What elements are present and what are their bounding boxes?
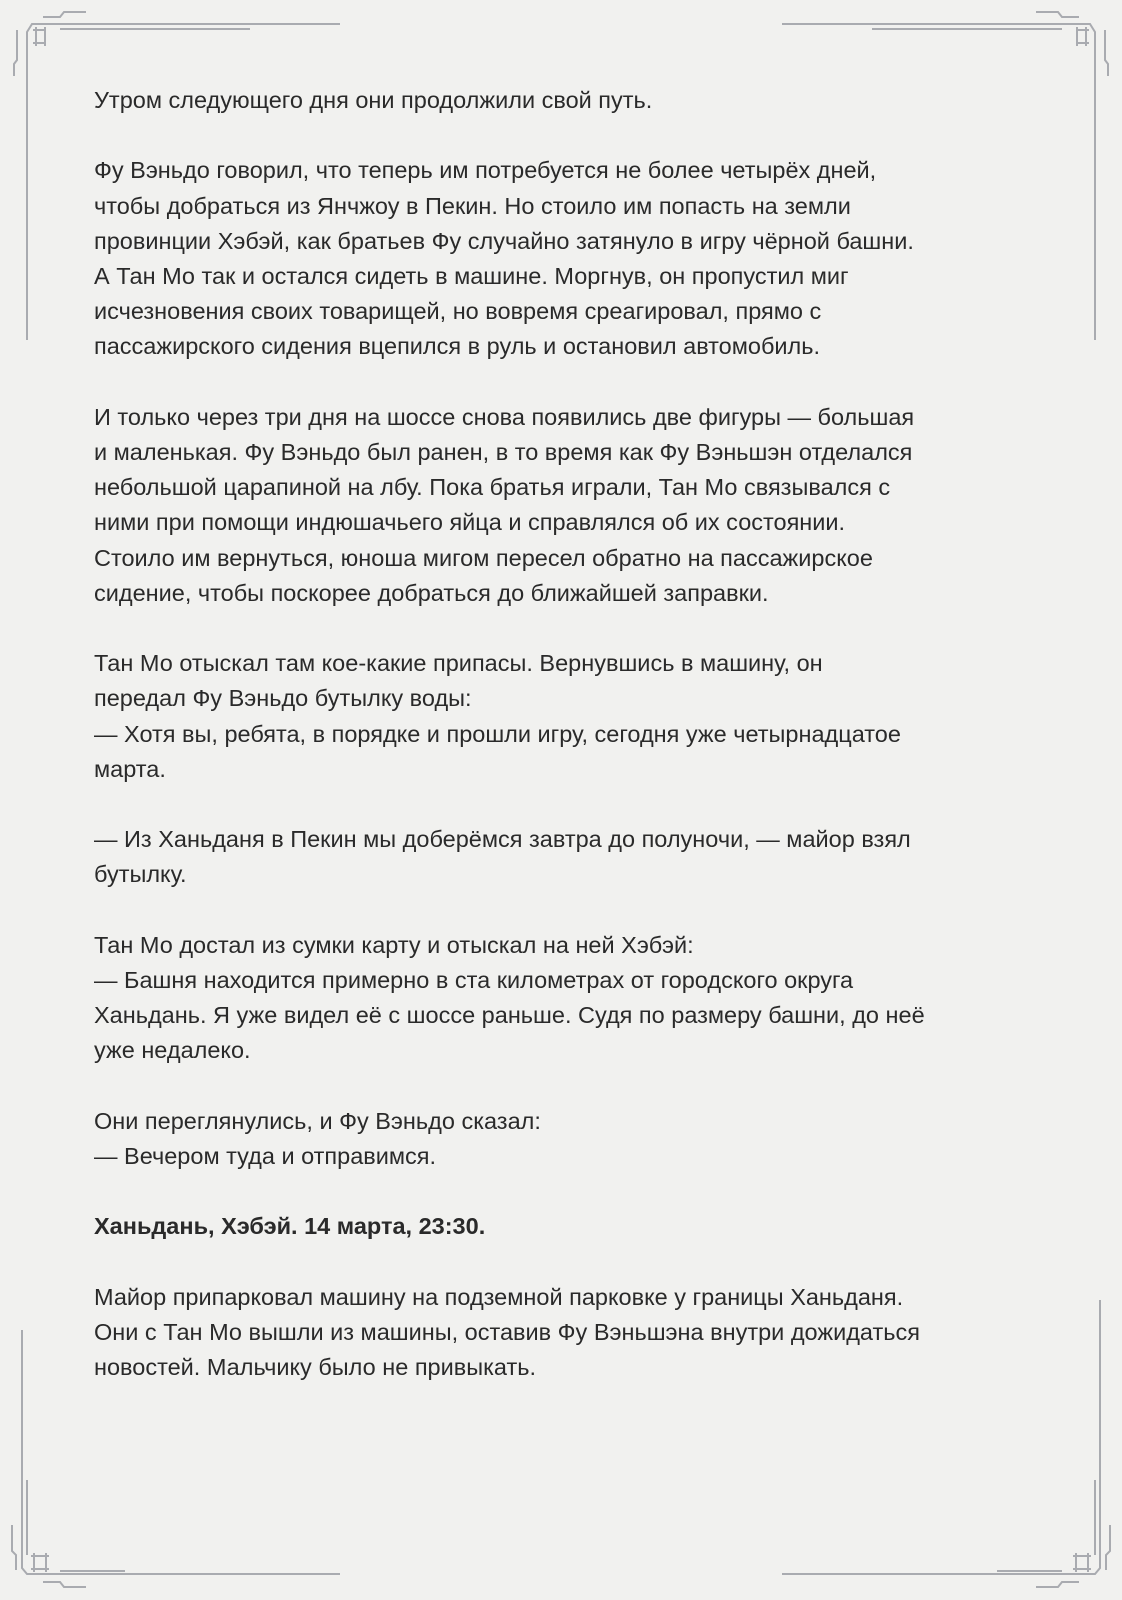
text-line: И только через три дня на шоссе снова появились две фигуры — большая bbox=[94, 403, 915, 430]
text-line: Ханьдань, Хэбэй. 14 марта, 23:30. bbox=[94, 1213, 486, 1240]
text-line: Тан Мо достал из сумки карту и отыскал на ней Хэбэй: bbox=[94, 931, 694, 958]
text-line: бутылку. bbox=[94, 861, 187, 888]
text-line: новостей. Мальчику было не привыкать. bbox=[94, 1354, 537, 1381]
document-body bbox=[94, 83, 1034, 1421]
paragraph bbox=[94, 400, 1034, 611]
text-line: Они с Тан Мо вышли из машины, оставив Фу Вэньшэна внутри дожидаться bbox=[94, 1318, 920, 1345]
text-line: — Вечером туда и отправимся. bbox=[94, 1143, 437, 1169]
text-line: чтобы добраться из Янчжоу в Пекин. Но стоило им попасть на земли bbox=[94, 192, 851, 219]
text-line: сидение, чтобы поскорее добраться до ближайшей заправки. bbox=[94, 579, 769, 606]
text-line: Фу Вэньдо говорил, что теперь им потребуется не более четырёх дней, bbox=[94, 157, 877, 184]
text-line: провинции Хэбэй, как братьев Фу случайно затянуло в игру чёрной башни. bbox=[94, 227, 914, 254]
paragraph bbox=[94, 83, 1034, 118]
text-line: — Из Ханьданя в Пекин мы доберёмся завтра до полуночи, — майор взял bbox=[94, 826, 911, 853]
paragraph bbox=[94, 646, 1034, 787]
text-line: Они переглянулись, и Фу Вэньдо сказал: bbox=[94, 1107, 541, 1134]
text-line: уже недалеко. bbox=[94, 1037, 251, 1064]
text-line: небольшой царапиной на лбу. Пока братья играли, Тан Мо связывался с bbox=[94, 474, 891, 501]
text-line: исчезновения своих товарищей, но вовремя среагировал, прямо с bbox=[94, 298, 822, 325]
paragraph bbox=[94, 822, 1034, 892]
text-line: Утром следующего дня они продолжили свой путь. bbox=[94, 87, 653, 113]
paragraph bbox=[94, 153, 1034, 364]
section-heading bbox=[94, 1209, 1034, 1244]
text-line: Ханьдань. Я уже видел её с шоссе раньше. Судя по размеру башни, до неё bbox=[94, 1002, 925, 1029]
text-line: — Хотя вы, ребята, в порядке и прошли игру, сегодня уже четырнадцатое bbox=[94, 720, 901, 747]
text-line: марта. bbox=[94, 755, 166, 782]
text-line: и маленькая. Фу Вэньдо был ранен, в то время как Фу Вэньшэн отделался bbox=[94, 439, 913, 465]
paragraph bbox=[94, 1104, 1034, 1174]
text-line: А Тан Мо так и остался сидеть в машине. Моргнув, он пропустил миг bbox=[94, 263, 849, 289]
text-line: ними при помощи индюшачьего яйца и справлялся об их состоянии. bbox=[94, 509, 846, 536]
paragraph bbox=[94, 928, 1034, 1069]
text-line: Стоило им вернуться, юноша мигом пересел обратно на пассажирское bbox=[94, 544, 873, 571]
paragraph bbox=[94, 1280, 1034, 1386]
text-line: Тан Мо отыскал там кое-какие припасы. Вернувшись в машину, он bbox=[94, 650, 823, 677]
text-line: Майор припарковал машину на подземной парковке у границы Ханьданя. bbox=[94, 1283, 904, 1310]
text-line: — Башня находится примерно в ста километрах от городского округа bbox=[94, 967, 854, 993]
text-line: передал Фу Вэньдо бутылку воды: bbox=[94, 685, 472, 712]
text-line: пассажирского сидения вцепился в руль и остановил автомобиль. bbox=[94, 333, 821, 360]
